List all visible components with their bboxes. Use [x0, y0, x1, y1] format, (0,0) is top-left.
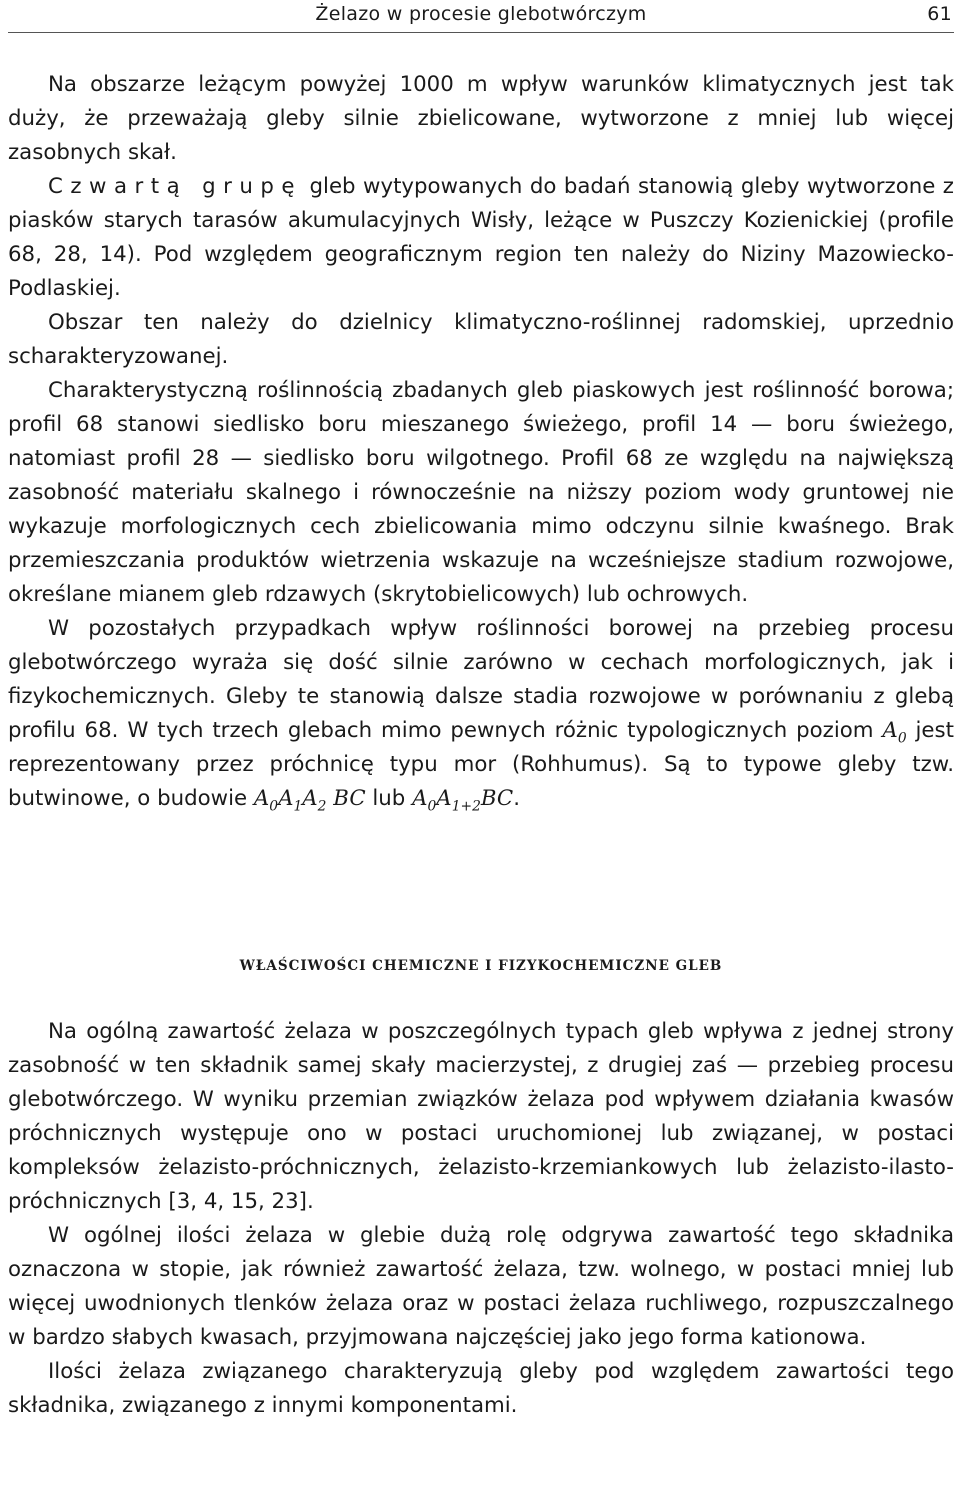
paragraph-other-cases-text-d: .	[513, 786, 520, 811]
formula-a0	[882, 718, 907, 747]
formula-subscript: 2	[317, 798, 327, 815]
paragraph-iron-content: Na ogólną zawartość żelaza w poszczególnych typach gleb wpływa z jednej strony zasobność w ten składnik samej skały macierzystej, z drugiej zaś — przebieg procesu glebotwórczego. W wyniku przemian związków żelaza pod wpływem działania kwasów próchnicznych występuje ono w postaci uruchomionej lub związanej, w postaci kompleksów żelazisto-próchnicznych, żelazisto-krzemiankowych lub żelazisto-ilasto-próchnicznych [3, 4, 15, 23].	[8, 1019, 954, 1214]
text-block-2	[8, 1015, 954, 1423]
formula-symbol: A	[436, 786, 452, 811]
formula-subscript: 0	[427, 798, 437, 815]
formula-subscript: 0	[897, 730, 907, 747]
formula-symbol: A	[278, 786, 294, 811]
paragraph-fourth-group	[8, 170, 954, 306]
formula-symbol: A	[882, 718, 898, 743]
paragraph-climate-region: Obszar ten należy do dzielnicy klimatyczno-roślinnej radomskiej, uprzednio scharakteryzowanej.	[8, 310, 954, 369]
paragraph-other-cases-text-c: lub	[365, 786, 413, 811]
emphasis-fourth-group: Czwartą grupę	[48, 174, 303, 199]
formula-subscript: 0	[269, 798, 279, 815]
paragraph-bound-iron: Ilości żelaza związanego charakteryzują gleby pod względem zawartości tego składnika, związanego z innymi komponentami.	[8, 1359, 954, 1418]
section-heading: WŁAŚCIWOŚCI CHEMICZNE I FIZYKOCHEMICZNE GLEB	[239, 958, 723, 974]
paragraph-vegetation: Charakterystyczną roślinnością zbadanych gleb piaskowych jest roślinność borowa; profil 68 stanowi siedlisko boru mieszanego świeżego, profil 14 — boru świeżego, natomiast profil 28 — siedlisko boru wilgotnego. Profil 68 ze względu na największą zasobność materiału skalnego i równocześnie na niższy poziom wody gruntowej nie wykazuje morfologicznych cech zbielicowania mimo odczynu silnie kwaśnego. Brak przemieszczania produktów wietrzenia wskazuje na wcześniejsze stadium rozwojowe, określane mianem gleb rdzawych (skrytobielicowych) lub ochrowych.	[8, 378, 954, 607]
formula-symbol: B	[480, 786, 497, 811]
paragraph-other-cases	[8, 612, 954, 816]
formula-profile-structure-2	[412, 786, 514, 815]
running-title: Żelazo w procesie glebotwórczym	[315, 3, 647, 25]
formula-profile-structure-1	[253, 786, 366, 815]
text-block-1	[8, 68, 954, 816]
running-head	[8, 0, 954, 33]
page-number: 61	[927, 3, 952, 25]
paragraph-climate: Na obszarze leżącym powyżej 1000 m wpływ warunków klimatycznych jest tak duży, że przeważają gleby silnie zbielicowane, wytworzone z mniej lub więcej zasobnych skał.	[8, 72, 954, 165]
paragraph-fourth-group-text: gleb wytypowanych do badań stanowią gleby wytworzone z piasków starych tarasów akumulacyjnych Wisły, leżące w Puszczy Kozienickiej (profile 68, 28, 14). Pod względem geograficznym region ten należy do Niziny Mazowiecko-Podlaskiej.	[8, 174, 954, 301]
formula-symbol: C	[496, 786, 514, 811]
formula-symbol: A	[253, 786, 270, 811]
paragraph-other-cases-text-b: jest reprezentowany przez próchnicę typu mor (Rohhumus). Są to typowe gleby tzw. butwinowe, o budowie	[8, 718, 954, 811]
formula-subscript: 1	[293, 798, 303, 815]
formula-symbol: B	[333, 786, 350, 811]
formula-subscript: 1+2	[451, 798, 481, 815]
formula-symbol: C	[349, 786, 366, 811]
paragraph-total-iron: W ogólnej ilości żelaza w glebie dużą rolę odgrywa zawartość tego składnika oznaczona w stopie, jak również zawartość żelaza, tzw. wolnego, w postaci mniej lub więcej uwodnionych tlenków żelaza oraz w postaci żelaza ruchliwego, rozpuszczalnego w bardzo słabych kwasach, przyjmowana najczęściej jako jego forma kationowa.	[8, 1223, 954, 1350]
paragraph-other-cases-text-a: W pozostałych przypadkach wpływ roślinności borowej na przebieg procesu glebotwórczego wyraża się dość silnie zarówno w cechach morfologicznych, jak i fizykochemicznych. Gleby te stanowią dalsze stadia rozwojowe w porównaniu z glebą profilu 68. W tych trzech glebach mimo pewnych różnic typologicznych poziom	[8, 616, 954, 743]
formula-symbol: A	[412, 786, 428, 811]
formula-symbol: A	[302, 786, 318, 811]
